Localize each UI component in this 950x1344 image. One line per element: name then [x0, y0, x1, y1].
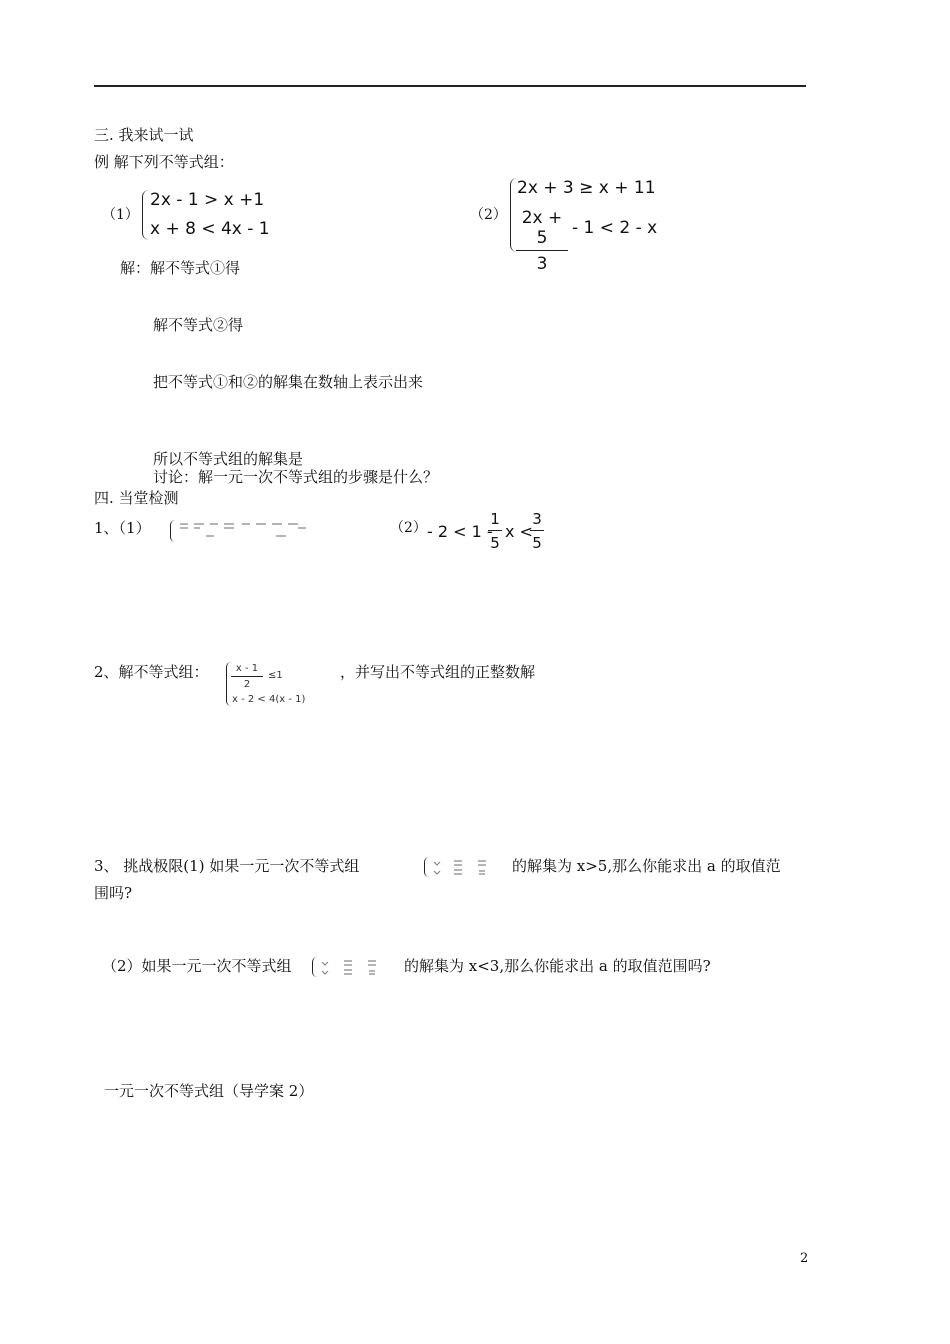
problem1-brace	[142, 190, 149, 240]
q2-line1-den: 2	[231, 676, 263, 690]
page-number: 2	[800, 1251, 809, 1266]
problem2-line2-rest: - 1 < 2 - x	[572, 218, 658, 238]
q2-line1-num: x - 1	[235, 663, 259, 674]
q1-label: 1、（1）	[94, 519, 151, 537]
problem1-line2: x + 8 < 4x - 1	[150, 219, 270, 239]
discussion-question: 讨论：解一元一次不等式组的步骤是什么？	[153, 468, 439, 486]
footer-title: 一元一次不等式组（导学案 2）	[104, 1082, 314, 1100]
q3-inequality-image	[432, 858, 494, 878]
q3-line1-a: 3、 挑战极限(1) 如果一元一次不等式组	[94, 857, 360, 875]
problem2-frac-num: 2x + 5	[521, 208, 563, 248]
q3-brace	[424, 857, 429, 877]
q1-2-frac1	[488, 510, 502, 552]
problem2-line1: 2x + 3 ≥ x + 11	[517, 178, 656, 198]
q2-tail: ，并写出不等式组的正整数解	[340, 663, 536, 681]
solve-step4: 所以不等式组的解集是	[153, 450, 304, 468]
section4-heading: 四. 当堂检测	[94, 489, 179, 507]
problem2-fraction	[516, 208, 568, 274]
q3b-a: （2）如果一元一次不等式组	[102, 957, 292, 975]
q1-2-mid: x <	[505, 522, 533, 541]
q2-line1-fraction	[231, 663, 263, 690]
q3b-b: 的解集为 x<3,那么你能求出 a 的取值范围吗?	[404, 957, 711, 975]
q1-2-left: - 2 < 1 -	[427, 522, 493, 541]
q3b-inequality-image	[320, 958, 382, 978]
q1-2-frac1-num: 1	[490, 510, 500, 528]
q1-2-frac2	[530, 510, 544, 552]
problem1-label: （1）	[102, 207, 139, 223]
problem1-line1: 2x - 1 > x +1	[150, 190, 265, 210]
q3-line1-b: 的解集为 x>5,那么你能求出 a 的取值范	[512, 857, 781, 875]
solve-step2: 解不等式②得	[153, 316, 244, 334]
q3b-brace	[312, 957, 317, 977]
problem2-label: （2）	[470, 207, 507, 223]
q2-line2: x - 2 < 4(x - 1)	[232, 694, 306, 705]
q1-1-brace	[170, 520, 175, 542]
header-rule	[94, 85, 806, 87]
q1-2-frac2-num: 3	[532, 510, 542, 528]
solve-step1: 解：解不等式①得	[120, 259, 241, 277]
example-label: 例 解下列不等式组：	[94, 153, 234, 171]
q1-1-inequality-image	[176, 520, 311, 542]
q3-line2: 围吗?	[94, 884, 133, 902]
problem2-frac-den: 3	[516, 250, 568, 274]
q2-line1-rest: ≤1	[268, 670, 283, 681]
q1-2-frac1-den: 5	[488, 530, 502, 552]
q1-2-label: （2）	[390, 520, 427, 536]
q1-2-frac2-den: 5	[530, 530, 544, 552]
solve-step3: 把不等式①和②的解集在数轴上表示出来	[153, 373, 424, 391]
section3-heading: 三. 我来试一试	[94, 126, 194, 144]
q2-label: 2、解不等式组：	[94, 663, 209, 681]
